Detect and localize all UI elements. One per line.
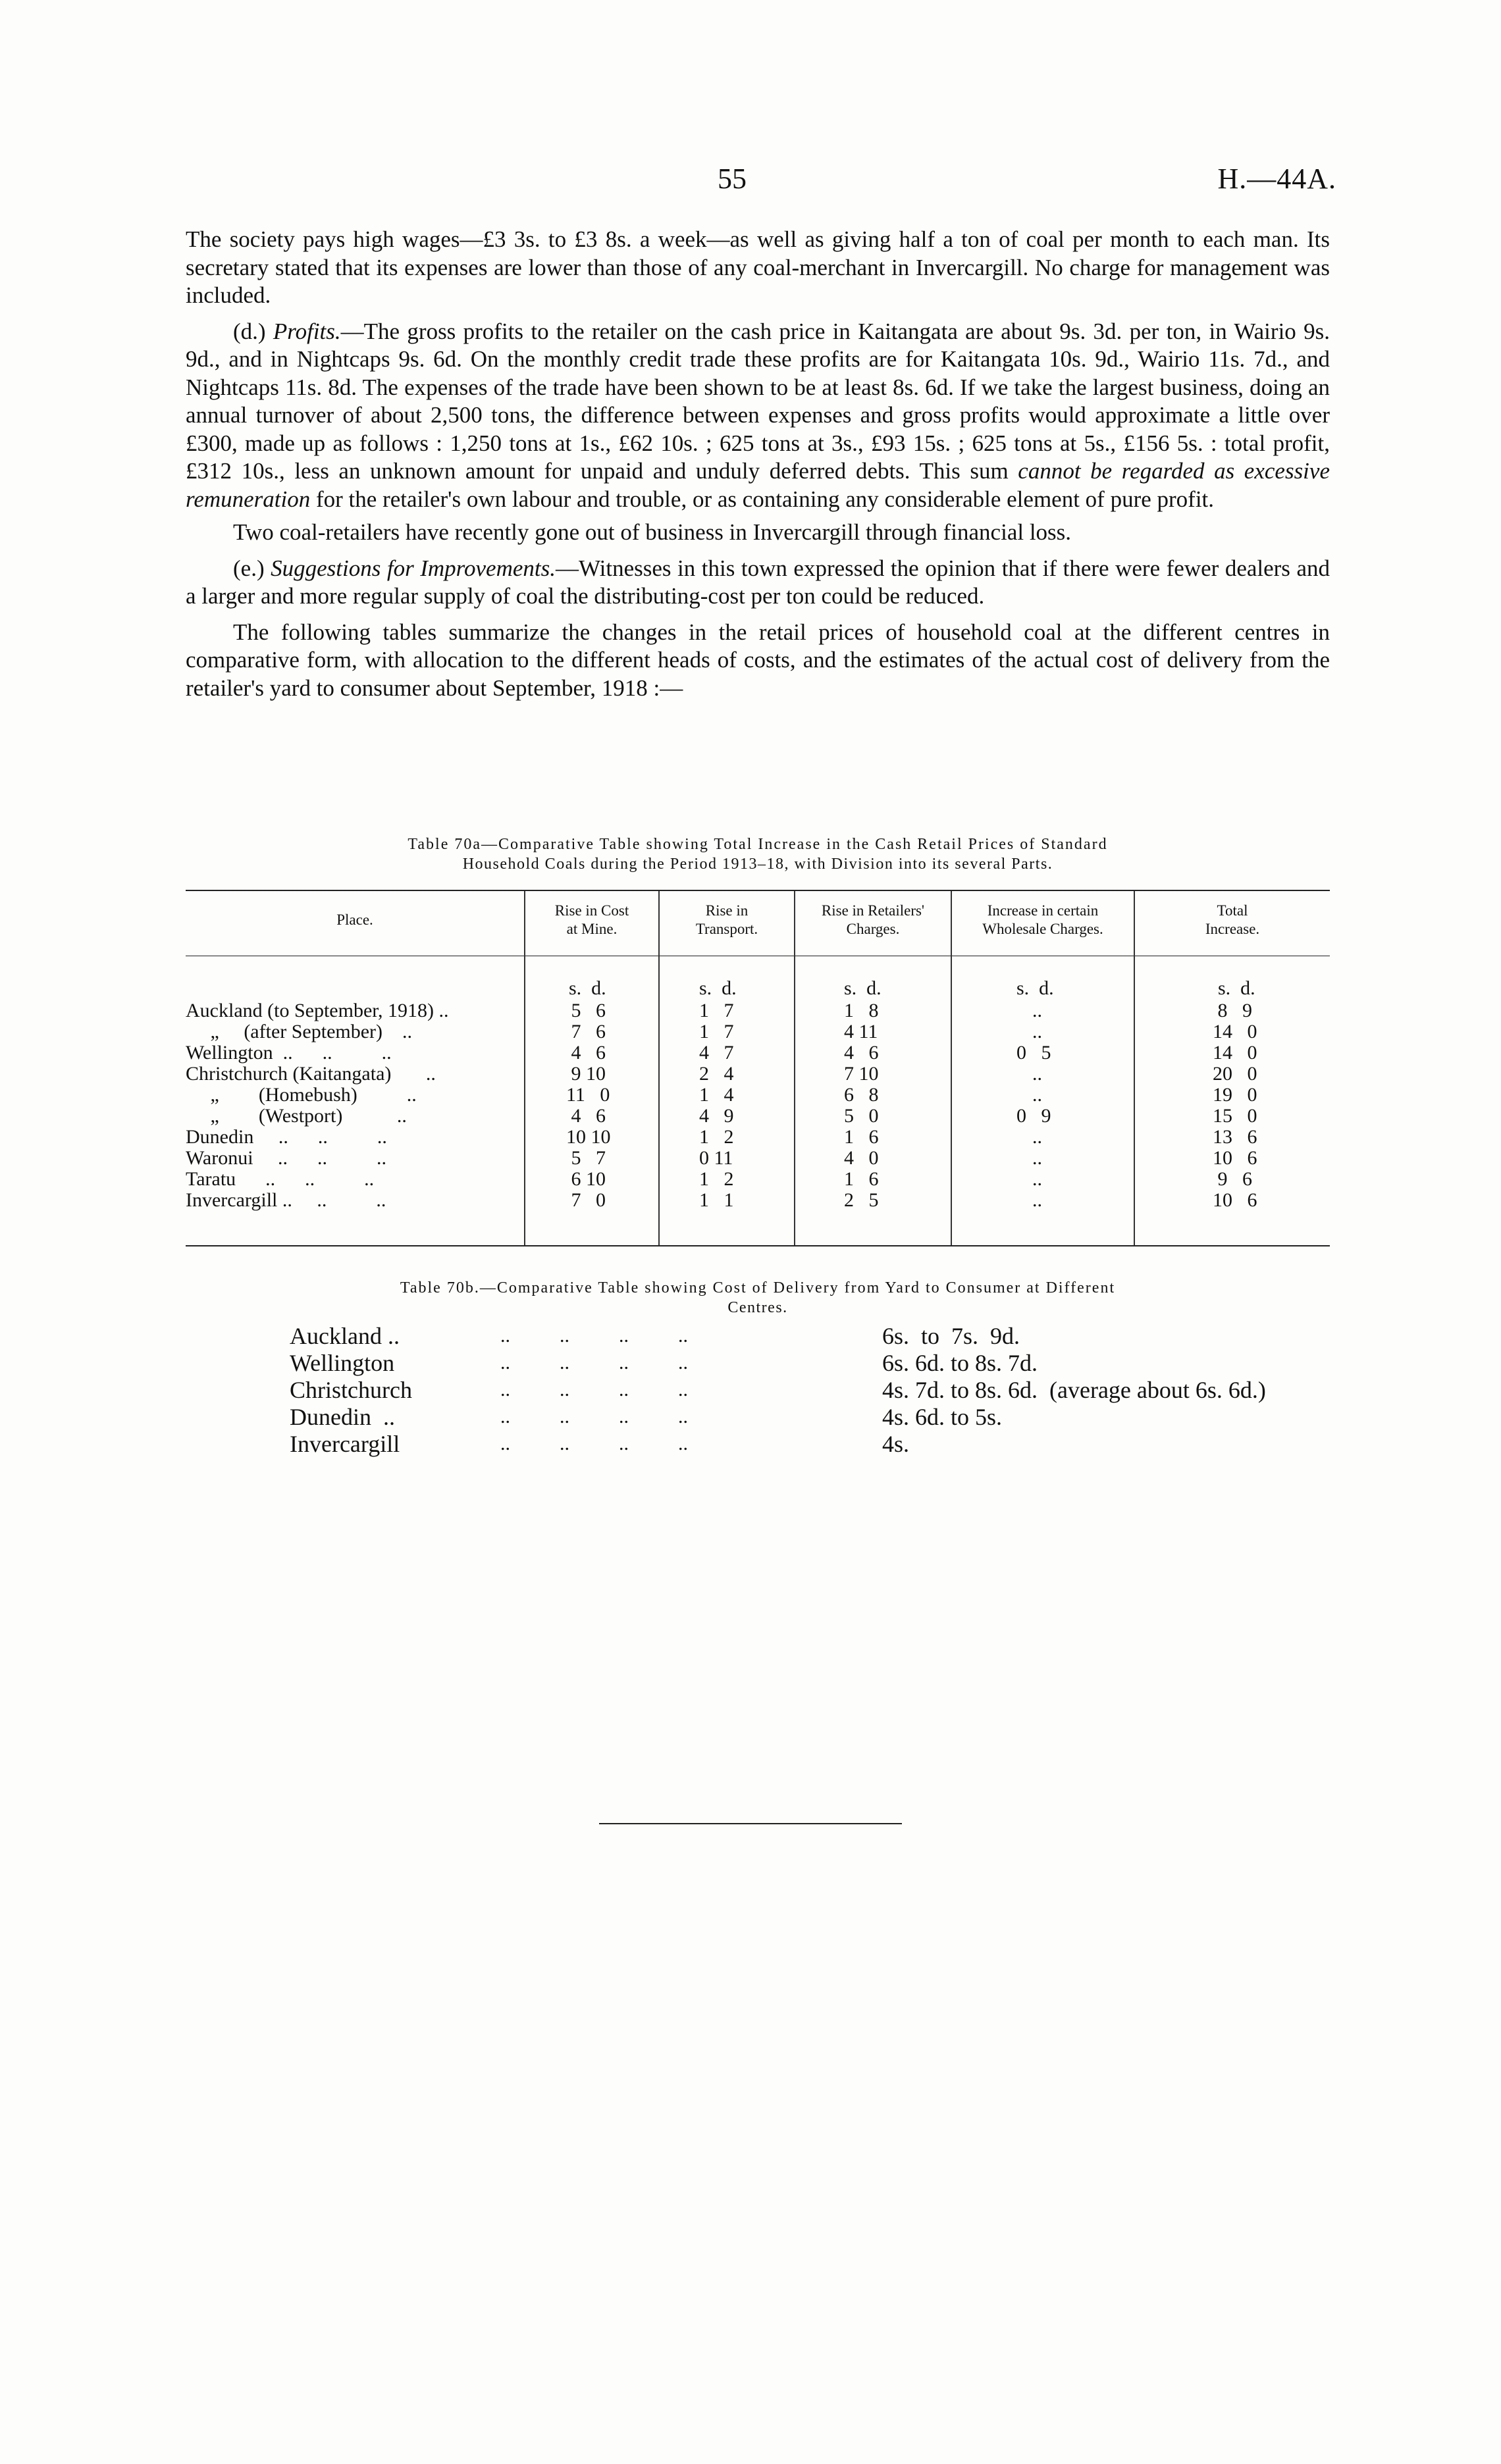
total-cell: 14 0 — [1213, 1021, 1257, 1042]
delivery-leader-dots: .. .. .. .. — [500, 1352, 688, 1373]
document-reference: H.—44A. — [1217, 163, 1336, 195]
retailers-cell: 1 6 — [844, 1126, 879, 1148]
place-cell: Taratu .. .. .. — [186, 1168, 375, 1190]
transport-cell: 1 2 — [699, 1126, 734, 1148]
table-70a-caption-line1: Table 70a—Comparative Table showing Total Increase in the Cash Retail Prices of Standard — [408, 836, 1108, 853]
col-header-transport — [660, 902, 794, 938]
wholesale-cell: 0 5 — [1016, 1042, 1051, 1064]
retailers-cell: 1 8 — [844, 1000, 879, 1021]
delivery-cost: 4s. 6d. to 5s. — [882, 1404, 1003, 1430]
col-header-total — [1135, 902, 1330, 938]
mine-cell: 4 6 — [566, 1105, 606, 1127]
col-header-retailers-line2: Charges. — [846, 921, 900, 937]
mine-cell: 7 6 — [566, 1021, 606, 1042]
col-header-place: Place. — [336, 911, 373, 928]
delivery-cost: 4s. 7d. to 8s. 6d. (average about 6s. 6d.) — [882, 1377, 1266, 1403]
retailers-cell: 7 10 — [844, 1063, 879, 1085]
transport-cell: 1 7 — [699, 1000, 734, 1021]
delivery-place: Christchurch — [290, 1377, 412, 1403]
col-header-total-line1: Total — [1217, 902, 1248, 919]
retailers-cell: 5 0 — [844, 1105, 879, 1127]
place-cell: Wellington .. .. .. — [186, 1042, 392, 1064]
transport-cell: 4 7 — [699, 1042, 734, 1064]
retailers-cell: 2 5 — [844, 1189, 879, 1211]
body-text — [186, 226, 1330, 702]
place-cell: Invercargill .. .. .. — [186, 1189, 386, 1211]
delivery-leader-dots: .. .. .. .. — [500, 1406, 688, 1427]
place-cell: Waronui .. .. .. — [186, 1147, 387, 1169]
col-header-retailers — [795, 902, 951, 938]
wholesale-cell: .. — [1032, 1189, 1042, 1211]
unit-mine: s. d. — [569, 977, 606, 999]
total-cell: 15 0 — [1213, 1105, 1257, 1127]
total-cell: 19 0 — [1213, 1084, 1257, 1106]
total-cell: 14 0 — [1213, 1042, 1257, 1064]
total-cell: 8 9 — [1213, 1000, 1252, 1021]
total-cell: 20 0 — [1213, 1063, 1257, 1085]
total-cell: 10 6 — [1213, 1147, 1257, 1169]
col-header-total-line2: Increase. — [1205, 921, 1260, 937]
total-cell: 10 6 — [1213, 1189, 1257, 1211]
page-number: 55 — [718, 163, 747, 195]
table-70b-caption-line1: Table 70b.—Comparative Table showing Cost of Delivery from Yard to Consumer at Different — [400, 1279, 1116, 1296]
paragraph-suggestions — [186, 555, 1330, 611]
mine-cell: 5 7 — [566, 1147, 606, 1169]
col-header-transport-line1: Rise in — [705, 902, 749, 919]
col-header-retailers-line1: Rise in Retailers' — [821, 902, 925, 919]
mine-cell: 4 6 — [566, 1042, 606, 1064]
suggestions-text: —Witnesses in this town expressed the opinion that if there were fewer dealers and a larger and more regular supply of coal the distributing-cost per ton could be reduced. — [186, 555, 1330, 609]
wholesale-cell: .. — [1032, 1126, 1042, 1148]
delivery-cost: 6s. to 7s. 9d. — [882, 1323, 1020, 1349]
place-cell: „ (Homebush) .. — [186, 1084, 417, 1106]
paragraph-tables-intro: The following tables summarize the changes in the retail prices of household coal at the different centres in comparative form, with allocation to the different heads of costs, and the estimates of the actual cost of delivery from the retailer's yard to consumer about September, 1918 :— — [186, 619, 1330, 701]
table-70a-col-divider — [524, 891, 525, 1245]
table-70a-col-divider — [1134, 891, 1135, 1245]
profits-lead: (d.) — [233, 318, 273, 344]
profits-text-b: for the retailer's own labour and trouble, or as containing any considerable element of pure profit. — [310, 486, 1215, 512]
profits-text-a: —The gross profits to the retailer on the cash price in Kaitangata are about 9s. 3d. per ton, in Wairio 9s. 9d., and in Nightcaps 9s. 6d. On the monthly credit trade these profits are for Kaitangata 10s. 9d., Wairio 11s. 7d., and Nightcaps 11s. 8d. The expenses of the trade have been shown to be at least 8s. 6d. If we take the largest business, doing an annual turnover of about 2,500 tons, the difference between expenses and gross profits would approximate a little over £300, made up as follows : 1,250 tons at 1s., £62 10s. ; 625 tons at 3s., £93 15s. ; 625 tons at 5s., £156 5s. : total profit, £312 10s., less an unknown amount for unpaid and unduly deferred debts. This sum — [186, 318, 1330, 484]
page-header — [0, 162, 1501, 201]
retailers-cell: 4 11 — [844, 1021, 878, 1042]
unit-retailers: s. d. — [844, 977, 882, 999]
delivery-leader-dots: .. .. .. .. — [500, 1433, 688, 1454]
col-header-wholesale-line1: Increase in certain — [987, 902, 1099, 919]
place-cell: Auckland (to September, 1918) .. — [186, 1000, 449, 1021]
paragraph-retailers-loss: Two coal-retailers have recently gone out of business in Invercargill through financial loss. — [233, 519, 1072, 545]
suggestions-heading: Suggestions for Improvements. — [271, 555, 556, 581]
transport-cell: 2 4 — [699, 1063, 734, 1085]
delivery-place: Dunedin .. — [290, 1404, 395, 1430]
place-cell: Dunedin .. .. .. — [186, 1126, 387, 1148]
delivery-cost: 6s. 6d. to 8s. 7d. — [882, 1350, 1038, 1376]
wholesale-cell: 0 9 — [1016, 1105, 1051, 1127]
mine-cell: 9 10 — [566, 1063, 606, 1085]
wholesale-cell: .. — [1032, 1147, 1042, 1169]
mine-cell: 5 6 — [566, 1000, 606, 1021]
paragraph-profits — [186, 318, 1330, 514]
transport-cell: 0 11 — [699, 1147, 733, 1169]
retailers-cell: 6 8 — [844, 1084, 879, 1106]
col-header-mine — [525, 902, 658, 938]
delivery-place: Wellington — [290, 1350, 395, 1376]
delivery-leader-dots: .. .. .. .. — [500, 1379, 688, 1400]
retailers-cell: 4 6 — [844, 1042, 879, 1064]
col-header-wholesale — [952, 902, 1134, 938]
col-header-mine-line2: at Mine. — [566, 921, 618, 937]
col-header-wholesale-line2: Wholesale Charges. — [982, 921, 1103, 937]
suggestions-lead: (e.) — [233, 555, 271, 581]
profits-italic-phrase: cannot be regarded as excessive remuneration — [186, 458, 1330, 512]
wholesale-cell: .. — [1032, 1000, 1042, 1021]
transport-cell: 1 7 — [699, 1021, 734, 1042]
place-cell: „ (Westport) .. — [186, 1105, 407, 1127]
place-cell: „ (after September) .. — [186, 1021, 413, 1042]
total-cell: 9 6 — [1213, 1168, 1252, 1190]
table-70a-caption — [186, 834, 1330, 874]
retailers-cell: 1 6 — [844, 1168, 879, 1190]
col-header-mine-line1: Rise in Cost — [554, 902, 629, 919]
paragraph-society-wages: The society pays high wages—£3 3s. to £3 8s. a week—as well as giving half a ton of coal per month to each man. Its secretary stated that its expenses are lower than those of any coal-merchant in Invercargill. No charge for management was included. — [186, 226, 1330, 308]
wholesale-cell: .. — [1032, 1063, 1042, 1085]
table-70b-caption-line2: Centres. — [727, 1299, 788, 1316]
place-cell: Christchurch (Kaitangata) .. — [186, 1063, 436, 1085]
profits-heading: Profits. — [273, 318, 341, 344]
delivery-leader-dots: .. .. .. .. — [500, 1325, 688, 1347]
delivery-place: Auckland .. — [290, 1323, 400, 1349]
delivery-cost: 4s. — [882, 1431, 910, 1457]
wholesale-cell: .. — [1032, 1168, 1042, 1190]
unit-transport: s. d. — [699, 977, 737, 999]
transport-cell: 4 9 — [699, 1105, 734, 1127]
table-70a-col-divider — [794, 891, 795, 1245]
transport-cell: 1 4 — [699, 1084, 734, 1106]
table-70a-bottom-rule — [186, 1245, 1330, 1246]
unit-wholesale: s. d. — [1016, 977, 1054, 999]
delivery-place: Invercargill — [290, 1431, 400, 1457]
table-70a-caption-line2: Household Coals during the Period 1913–18, with Division into its several Parts. — [462, 856, 1053, 873]
table-70a-col-divider — [951, 891, 952, 1245]
table-70b-caption — [186, 1278, 1330, 1318]
table-70a-top-rule — [186, 890, 1330, 891]
wholesale-cell: .. — [1032, 1084, 1042, 1106]
col-header-transport-line2: Transport. — [695, 921, 758, 937]
table-70a-col-divider — [658, 891, 660, 1245]
mine-cell: 6 10 — [566, 1168, 606, 1190]
mine-cell: 7 0 — [566, 1189, 606, 1211]
wholesale-cell: .. — [1032, 1021, 1042, 1042]
transport-cell: 1 2 — [699, 1168, 734, 1190]
transport-cell: 1 1 — [699, 1189, 734, 1211]
retailers-cell: 4 0 — [844, 1147, 879, 1169]
total-cell: 13 6 — [1213, 1126, 1257, 1148]
unit-total: s. d. — [1218, 977, 1255, 999]
mine-cell: 10 10 — [566, 1126, 611, 1148]
end-rule — [599, 1823, 902, 1824]
mine-cell: 11 0 — [566, 1084, 610, 1106]
